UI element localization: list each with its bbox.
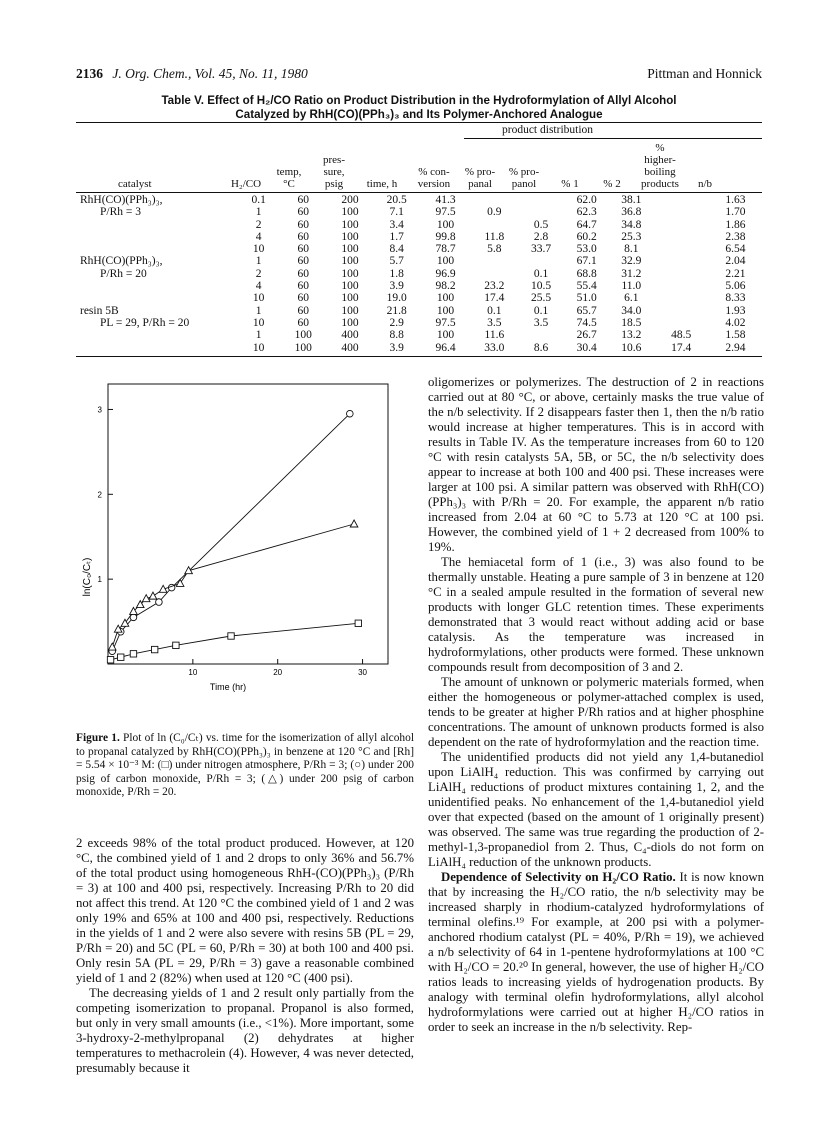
- data-point-circle: [156, 599, 163, 606]
- table-cell: 1: [255, 329, 262, 342]
- table-cell: [654, 305, 709, 317]
- table-cell: 30.4: [576, 341, 597, 354]
- table-cell: 1.7: [389, 230, 404, 243]
- col-header-pct2: % 2: [603, 178, 621, 190]
- data-point-square: [107, 657, 113, 663]
- table-cell: 60: [297, 316, 309, 329]
- col-header-temp: temp, °C: [276, 166, 302, 190]
- running-head-left: [76, 66, 308, 82]
- table-row: [76, 206, 762, 218]
- col-header-nb: n/b: [697, 178, 713, 190]
- table-cell: 2: [255, 267, 262, 280]
- table-cell: PL = 29, P/Rh = 20: [100, 316, 190, 329]
- table-cell: 38.1: [621, 194, 642, 206]
- figure-caption-label: Figure 1.: [76, 732, 120, 744]
- table-cell: 18.5: [621, 316, 642, 329]
- col-header-catalyst: catalyst: [118, 178, 152, 190]
- table-cell: 3.4: [389, 218, 404, 231]
- x-tick-label: 30: [358, 668, 367, 677]
- table-bottom-rule: [76, 356, 762, 357]
- table-cell: 10: [252, 243, 265, 256]
- table-row: [76, 243, 762, 255]
- table-cell: 100: [341, 316, 359, 329]
- table-body: [76, 194, 762, 354]
- table-cell: [654, 194, 709, 206]
- table-row: [76, 329, 762, 341]
- table-cell: 100: [294, 329, 312, 342]
- table-cell: 60: [297, 194, 309, 206]
- series-line-circle: [112, 414, 350, 652]
- table-cell: 20.5: [386, 194, 407, 206]
- col-header-propanal: % pro- panal: [464, 166, 496, 190]
- table-cell: 1.63: [725, 194, 746, 206]
- data-point-square: [228, 633, 234, 639]
- data-point-square: [118, 654, 124, 660]
- table-cell: [654, 206, 709, 218]
- data-point-triangle: [142, 595, 150, 602]
- table-cell: [654, 219, 709, 231]
- table-cell: 100: [436, 304, 455, 317]
- col-header-conversion: % con- version: [417, 166, 451, 190]
- data-point-triangle: [176, 579, 184, 586]
- table-row: [76, 317, 762, 329]
- series-line-triangle: [112, 524, 354, 647]
- table-cell: 98.2: [435, 280, 456, 293]
- table-cell: 200: [341, 194, 359, 206]
- table-cell: 10: [252, 341, 265, 354]
- table-cell: [518, 329, 565, 341]
- table-cell: 100: [436, 292, 455, 305]
- table-cell: [654, 268, 709, 280]
- table-cell: 97.5: [435, 316, 456, 329]
- table-cell: 5.7: [389, 255, 404, 268]
- table-cell: 0.5: [533, 218, 549, 231]
- table-header-rule: [76, 192, 762, 193]
- table-row: [76, 194, 762, 206]
- table-cell: 3.9: [389, 280, 404, 293]
- table-cell: 100: [341, 280, 359, 293]
- table-cell: [471, 194, 518, 206]
- left-paragraph-1: 2 exceeds 98% of the total product produced. However, at 120 °C, the combined yield of 1 and 2 drops to only 36% and 56.7% of the total product using homogeneous RhH-(CO)(PPh₃)₃ (P/Rh = 3) at 100 and 400 psi, respectively. Increasing P/Rh to 20 did not affect this trend. At 120 °C the combined yield of 1 and 2 was only 19% and 65% at 100 and 400 psi, respectively. Reductions in the yields of 1 and 2 were also severe with resins 5B (PL = 29, P/Rh = 20) and 5C (PL = 60, P/Rh = 30) at both 100 and 400 psi. Only resin 5A (PL = 29, P/Rh = 3) gave a reasonable combined yield of 1 and 2 (82%) when used at 120 °C (400 psi).: [76, 836, 414, 985]
- plot-frame: [108, 384, 388, 664]
- table-cell: RhH(CO)(PPh₃)₃,: [80, 255, 163, 268]
- table-cell: 0.1: [533, 304, 549, 317]
- table-cell: 1: [255, 206, 262, 219]
- table-cell: 100: [436, 218, 455, 231]
- table-top-rule: [76, 122, 762, 123]
- page-number: 2136: [76, 66, 103, 81]
- table-cell: 100: [341, 255, 359, 268]
- table-row: [76, 342, 762, 354]
- table-cell: 23.2: [484, 280, 505, 293]
- table-cell: 60: [297, 218, 309, 231]
- table-cell: [654, 317, 709, 329]
- table-cell: 0.1: [487, 304, 502, 317]
- table-cell: 100: [294, 341, 312, 354]
- table-cell: 4.02: [725, 316, 746, 329]
- table-cell: 74.5: [576, 316, 597, 329]
- table-cell: 0.1: [533, 267, 549, 280]
- table-cell: 60: [297, 292, 309, 305]
- table-cell: 8.6: [533, 341, 549, 354]
- table-cell: 51.0: [576, 292, 597, 305]
- right-paragraph-2: The hemiacetal form of 1 (i.e., 3) was also found to be thermally unstable. Heating a pure sample of 3 in benzene at 120 °C in a sealed ampule resulted in the formation of several new products with longer GLC retention times. These experiments demonstrated that 3 would react without adding acid or base catalysis. As the temperature was increased in hydroformylations, other products were formed. These unknown compounds result from decomposition of 3 and 2.: [428, 555, 764, 674]
- table-cell: 62.0: [576, 194, 597, 206]
- table-cell: 33.7: [531, 243, 552, 256]
- table-cell: 2.04: [725, 255, 746, 268]
- table-cell: 4: [255, 230, 262, 243]
- x-tick-label: 20: [273, 668, 283, 677]
- table-cell: 100: [341, 243, 359, 256]
- table-cell: 1: [255, 255, 262, 268]
- col-header-higher-boiling: % higher- boiling products: [641, 142, 679, 190]
- table-cell: [654, 292, 709, 304]
- table-cell: 3.5: [533, 316, 549, 329]
- table-cell: 53.0: [576, 243, 597, 256]
- table-row: [76, 305, 762, 317]
- col-header-propanol: % pro- panol: [508, 166, 540, 190]
- table-cell: 2.9: [389, 316, 404, 329]
- table-row: [76, 268, 762, 280]
- left-paragraph-2: The decreasing yields of 1 and 2 result only partially from the competing isomerization to propanal. Propanol is also formed, but only in very small amounts (i.e., <1%). More important, some 3-hydroxy-2-methylpropanal (2) dehydrates at higher temperatures to methacrolein (4). However, 4 was never detected, presumably because it: [76, 986, 414, 1075]
- data-point-square: [151, 646, 157, 652]
- table-cell: 1.93: [725, 304, 746, 317]
- right-paragraph-5: [428, 870, 764, 1035]
- table-cell: 8.33: [725, 292, 746, 305]
- table-row: [76, 219, 762, 231]
- table-cell: 400: [341, 341, 359, 354]
- table-cell: 2.94: [725, 341, 746, 354]
- table-cell: 6.54: [725, 243, 746, 256]
- table-cell: 99.8: [435, 230, 456, 243]
- table-cell: 26.7: [576, 329, 597, 342]
- table-cell: 32.9: [621, 255, 642, 268]
- running-head-authors: Pittman and Honnick: [647, 66, 762, 81]
- table-cell: 5.06: [725, 280, 746, 293]
- table-cell: 55.4: [576, 280, 597, 293]
- table-cell: [654, 280, 709, 292]
- group-header-rule: [464, 138, 762, 139]
- running-head: [76, 66, 762, 84]
- table-cell: [76, 243, 237, 255]
- table-cell: 36.8: [621, 206, 642, 219]
- table-cell: 10: [252, 292, 265, 305]
- table-cell: [654, 243, 709, 255]
- table-cell: 400: [341, 329, 359, 342]
- table-cell: RhH(CO)(PPh₃)₃,: [80, 194, 163, 206]
- journal-citation: J. Org. Chem., Vol. 45, No. 11, 1980: [112, 66, 308, 81]
- table-cell: 34.0: [621, 304, 642, 317]
- table-cell: [76, 292, 237, 304]
- table-cell: 13.2: [621, 329, 642, 342]
- table-cell: 3.5: [487, 316, 502, 329]
- table-cell: 48.5: [671, 329, 692, 342]
- table-cell: 10.6: [621, 341, 642, 354]
- right-column-text: [428, 375, 764, 1035]
- table-cell: 8.1: [624, 243, 639, 256]
- table-cell: [518, 206, 565, 218]
- table-cell: 100: [341, 292, 359, 305]
- figure-1-plot: [76, 372, 416, 702]
- table-cell: 1.58: [725, 329, 746, 342]
- table-cell: 5.8: [487, 243, 502, 256]
- table-cell: 25.5: [531, 292, 552, 305]
- table-cell: 3.9: [389, 341, 404, 354]
- data-point-square: [355, 620, 361, 626]
- data-point-triangle: [350, 520, 358, 527]
- data-point-square: [130, 651, 136, 657]
- table-cell: [654, 255, 709, 267]
- figure-caption-text: Plot of ln (C₀/Cₜ) vs. time for the isomerization of allyl alcohol to propanal catalyzed by RhH(CO)(PPh₃)₃ in benzene at 120 °C and [Rh] = 5.54 × 10⁻³ M: (□) under nitrogen atmosphere, P/Rh = 3; (○) under 200 psig of carbon monoxide, P/Rh = 3; (△) under 200 psig of carbon monoxide, P/Rh = 20.: [76, 732, 414, 799]
- table-cell: 62.3: [576, 206, 597, 219]
- table-cell: 1.8: [389, 267, 404, 280]
- table-cell: 100: [341, 230, 359, 243]
- table-row: [76, 231, 762, 243]
- table-cell: [76, 342, 237, 354]
- table-cell: [654, 231, 709, 243]
- table-cell: 10.5: [531, 280, 552, 293]
- table-cell: 11.6: [484, 329, 505, 342]
- table-row: [76, 292, 762, 304]
- table-cell: 78.7: [435, 243, 456, 256]
- table-cell: 0.9: [487, 206, 502, 219]
- table-cell: 68.8: [576, 267, 597, 280]
- table-cell: 2.38: [725, 230, 746, 243]
- col-header-time: time, h: [366, 178, 398, 190]
- table-cell: resin 5B: [80, 304, 119, 317]
- col-header-pressure: pres- sure, psig: [323, 154, 345, 190]
- table-caption-line-1: Table V. Effect of H₂/CO Ratio on Product Distribution in the Hydroformylation of Allyl Alcohol: [161, 94, 677, 107]
- table-cell: P/Rh = 20: [100, 267, 147, 280]
- table-cell: 25.3: [621, 230, 642, 243]
- table-cell: 1: [255, 304, 262, 317]
- table-cell: 8.4: [389, 243, 404, 256]
- table-cell: 1.70: [725, 206, 746, 219]
- table-cell: 17.4: [671, 341, 692, 354]
- series-line-square: [111, 623, 359, 659]
- data-point-square: [173, 642, 179, 648]
- right-paragraph-3: The amount of unknown or polymeric materials formed, when either the homogeneous or polymer-attached complex is used, tends to be greater at higher P/Rh ratios and at higher phosphine concentrations. The amount of unknown products formed is also dependent on the rate of hydroformylation and the reaction time.: [428, 675, 764, 749]
- table-cell: 100: [341, 267, 359, 280]
- table-cell: 4: [255, 280, 262, 293]
- table-cell: 60: [297, 280, 309, 293]
- data-point-circle: [347, 410, 354, 417]
- table-cell: 100: [436, 329, 455, 342]
- col-header-pct1: % 1: [561, 178, 579, 190]
- table-row: [76, 255, 762, 267]
- table-cell: 7.1: [389, 206, 404, 219]
- table-cell: [518, 255, 565, 267]
- table-cell: 100: [341, 304, 359, 317]
- table-cell: 60: [297, 255, 309, 268]
- table-cell: [471, 255, 518, 267]
- table-cell: 21.8: [386, 304, 407, 317]
- y-tick-label: 2: [97, 490, 102, 500]
- table-cell: 10: [252, 316, 265, 329]
- group-header-product-distribution: product distribution: [502, 124, 594, 136]
- table-cell: 100: [436, 255, 455, 268]
- table-cell: 100: [341, 218, 359, 231]
- data-point-triangle: [149, 592, 157, 599]
- table-cell: [518, 194, 565, 206]
- table-cell: 34.8: [621, 218, 642, 231]
- table-cell: 2: [255, 218, 262, 231]
- table-cell: P/Rh = 3: [100, 206, 141, 219]
- table-cell: [76, 231, 237, 243]
- table-cell: 41.3: [435, 194, 456, 206]
- table-cell: [76, 219, 237, 231]
- table-cell: 0.1: [251, 194, 266, 206]
- table-cell: 11.0: [621, 280, 642, 293]
- table-cell: 31.2: [621, 267, 642, 280]
- table-cell: 60: [297, 267, 309, 280]
- table-cell: 11.8: [484, 230, 505, 243]
- table-cell: 6.1: [624, 292, 639, 305]
- table-caption: [76, 94, 762, 122]
- section-heading-selectivity: Dependence of Selectivity on H₂/CO Ratio.: [441, 870, 676, 884]
- table-cell: [76, 329, 237, 341]
- table-cell: [471, 219, 518, 231]
- table-cell: 17.4: [484, 292, 505, 305]
- table-cell: 97.5: [435, 206, 456, 219]
- table-cell: 60: [297, 304, 309, 317]
- figure-caption: [76, 732, 414, 800]
- right-paragraph-4: The unidentified products did not yield any 1,4-butanediol upon LiAlH₄ reduction. This was confirmed by carrying out LiAlH₄ reductions of product mixtures containing 1, 2, and the unidentified peaks. No enhancement of the 1,4-butanediol yield over that expected (based on the amount of 1 originally present) was observed. The same was true regarding the production of 2-methyl-1,3-propanediol from 2. Thus, C₄-diols do not form on LiAlH₄ reduction of the unknown products.: [428, 750, 764, 869]
- y-tick-label: 1: [97, 575, 102, 585]
- right-paragraph-1: oligomerizes or polymerizes. The destruction of 2 in reactions carried out at 80 °C, or above, certainly masks the true value of the n/b selectivity. If 2 disappears faster then 1, then the n/b ratio would increase at higher temperatures. This is in accord with results in Table IV. As the temperature increases from 60 to 120 °C with resin catalysts 5A, 5B, or 5C, the n/b selectivity does appear to increase at both 100 and 400 psi. These increases were larger at 100 psi. A similar pattern was observed with RhH(CO)(PPh₃)₃ with P/Rh = 20. For example, the apparent n/b ratio increased from 2.04 at 60 °C to 5.73 at 120 °C at 100 psi. However, the combined yield of 1 + 2 decreased from 100% to 19%.: [428, 375, 764, 554]
- table-cell: 33.0: [484, 341, 505, 354]
- table-cell: [76, 280, 237, 292]
- table-cell: 60.2: [576, 230, 597, 243]
- left-column-text: [76, 836, 414, 1076]
- table-cell: 8.8: [389, 329, 404, 342]
- table-cell: 96.4: [435, 341, 456, 354]
- table-cell: 64.7: [576, 218, 597, 231]
- table-cell: 60: [297, 230, 309, 243]
- y-axis-label: ln(C₀/Cₜ): [82, 557, 93, 597]
- table-cell: [471, 268, 518, 280]
- table-cell: 67.1: [576, 255, 597, 268]
- right-paragraph-5-text: It is now known that by increasing the H₂/CO ratio, the n/b selectivity may be increased sharply in rhodium-catalyzed hydroformylations of terminal olefins.¹⁹ For example, at 200 psi with a polymer-anchored rhodium catalyst (PL = 40%, P/Rh = 19), we achieved a n/b selectivity of 64 in 1-pentene hydroformylations at 100 °C with H₂/CO = 20.²⁰ In general, however, the use of higher H₂/CO ratios leads to increasing yields of hydrogenation products. By analogy with terminal olefin hydroformylations, allyl alcohol hydroformylations were carried out at higher H₂/CO ratios in order to seek an increase in the n/b selectivity. Rep-: [428, 870, 764, 1034]
- table-cell: 19.0: [386, 292, 407, 305]
- col-header-h2co: H₂/CO: [230, 178, 262, 190]
- table-cell: 2.21: [725, 267, 746, 280]
- x-tick-label: 10: [188, 668, 198, 677]
- y-tick-label: 3: [97, 405, 102, 415]
- table-cell: 96.9: [435, 267, 456, 280]
- figure-1: [76, 372, 416, 702]
- table-cell: 60: [297, 243, 309, 256]
- x-axis-label: Time (hr): [209, 682, 247, 692]
- table-cell: 60: [297, 206, 309, 219]
- table-row: [76, 280, 762, 292]
- table-caption-line-2: Catalyzed by RhH(CO)(PPh₃)₃ and Its Polymer-Anchored Analogue: [235, 108, 603, 121]
- table-cell: 2.8: [533, 230, 549, 243]
- table-cell: 1.86: [725, 218, 746, 231]
- table-cell: 65.7: [576, 304, 597, 317]
- table-cell: 100: [341, 206, 359, 219]
